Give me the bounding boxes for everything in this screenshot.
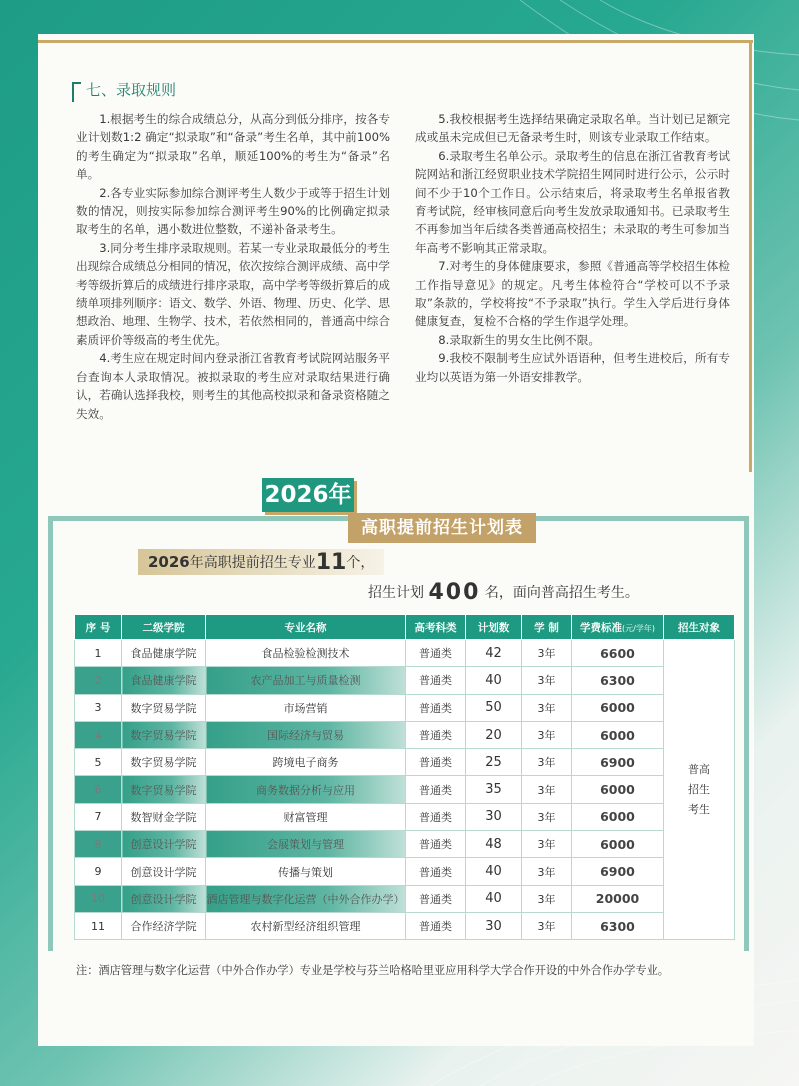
cell-major: 传播与策划: [206, 858, 406, 885]
header-years: 学 制: [522, 615, 572, 640]
table-row: [75, 694, 735, 721]
cell-college: 创意设计学院: [122, 858, 206, 885]
cell-fee: 6900: [572, 749, 664, 776]
cell-count: 20: [466, 721, 522, 748]
cell-subject: 普通类: [406, 640, 466, 667]
cell-subject: 普通类: [406, 858, 466, 885]
cell-no: 1: [75, 640, 122, 667]
cell-college: 合作经济学院: [122, 912, 206, 939]
header-major: 专业名称: [206, 615, 406, 640]
cell-years: 3年: [522, 721, 572, 748]
rules-right-column: [415, 110, 730, 386]
cell-college: 食品健康学院: [122, 667, 206, 694]
cell-years: 3年: [522, 749, 572, 776]
summary-text: 年高职提前招生专业: [189, 555, 316, 571]
cell-no: 6: [75, 776, 122, 803]
target-line: 普高: [688, 762, 710, 776]
year-badge: 2026年: [262, 478, 354, 512]
table-row: [75, 858, 735, 885]
rule-paragraph: 7.对考生的身体健康要求，参照《普通高等学校招生体检工作指导意见》的规定。凡考生体检符合“学校可以不予录取”条款的，学校将按“不予录取”执行。学生入学后进行身体健康复查，复检不合格的学生作退学处理。: [415, 259, 730, 329]
table-header-row: [75, 615, 735, 640]
rule-paragraph: 8.录取新生的男女生比例不限。: [438, 332, 600, 347]
rules-left-column: [76, 110, 390, 423]
cell-major: 商务数据分析与应用: [206, 776, 406, 803]
cell-college: 数字贸易学院: [122, 749, 206, 776]
cell-count: 35: [466, 776, 522, 803]
cell-count: 40: [466, 885, 522, 912]
header-college: 二级学院: [122, 615, 206, 640]
cell-no: 10: [75, 885, 122, 912]
cell-no: 5: [75, 749, 122, 776]
cell-subject: 普通类: [406, 776, 466, 803]
cell-subject: 普通类: [406, 749, 466, 776]
cell-college: 数字贸易学院: [122, 721, 206, 748]
cell-count: 40: [466, 667, 522, 694]
cell-years: 3年: [522, 640, 572, 667]
table-row: [75, 749, 735, 776]
cell-count: 50: [466, 694, 522, 721]
cell-college: 创意设计学院: [122, 831, 206, 858]
rule-paragraph: 2.各专业实际参加综合测评考生人数少于或等于招生计划数的情况，则按实际参加综合测评考生90%的比例确定拟录取考生的名单，遇小数进位整数，不递补备录考生。: [76, 185, 390, 237]
cell-subject: 普通类: [406, 885, 466, 912]
cell-count: 40: [466, 858, 522, 885]
cell-fee: 6000: [572, 803, 664, 830]
table-row: [75, 667, 735, 694]
cell-college: 数字贸易学院: [122, 776, 206, 803]
quota-number: 400: [428, 580, 481, 605]
cell-no: 3: [75, 694, 122, 721]
table-row: [75, 831, 735, 858]
cell-subject: 普通类: [406, 912, 466, 939]
cell-years: 3年: [522, 667, 572, 694]
plan-summary-line2: [368, 580, 639, 606]
cell-years: 3年: [522, 885, 572, 912]
cell-fee: 6300: [572, 667, 664, 694]
cell-years: 3年: [522, 803, 572, 830]
quota-prefix: 招生计划: [368, 585, 424, 601]
cell-count: 48: [466, 831, 522, 858]
cell-count: 25: [466, 749, 522, 776]
header-no: 序 号: [75, 615, 122, 640]
major-count: 11: [315, 550, 347, 575]
cell-major: 农村新型经济组织管理: [206, 912, 406, 939]
cell-years: 3年: [522, 831, 572, 858]
header-fee: [572, 615, 664, 640]
target-line: 考生: [688, 802, 710, 816]
cell-college: 数字贸易学院: [122, 694, 206, 721]
rule-paragraph: 4.考生应在规定时间内登录浙江省教育考试院网站服务平台查询本人录取情况。被拟录取的考生应对录取结果进行确认，若确认选择我校，则考生的其他高校拟录和备录资格随之失效。: [76, 351, 390, 421]
cell-count: 42: [466, 640, 522, 667]
cell-college: 创意设计学院: [122, 885, 206, 912]
cell-fee: 6600: [572, 640, 664, 667]
table-row: [75, 885, 735, 912]
rule-paragraph: 6.录取考生名单公示。录取考生的信息在浙江省教育考试院网站和浙江经贸职业技术学院招生网同时进行公示，公示时间不少于10个工作日。公示结束后，将录取考生名单报省教育考试院，经审核同意后向考生发放录取通知书。已录取考生不再参加当年后续各类普通高校招生；未录取的考生可参加当年高考不影响其正常录取。: [415, 148, 730, 255]
cell-major: 食品检验检测技术: [206, 640, 406, 667]
plan-title: 高职提前招生计划表: [348, 513, 536, 543]
summary-year: 2026: [148, 553, 190, 571]
cell-major: 农产品加工与质量检测: [206, 667, 406, 694]
table-row: [75, 912, 735, 939]
cell-years: 3年: [522, 912, 572, 939]
summary-unit: 个，: [346, 555, 375, 571]
cell-major: 财富管理: [206, 803, 406, 830]
cell-no: 7: [75, 803, 122, 830]
cell-college: 数智财金学院: [122, 803, 206, 830]
cell-college: 食品健康学院: [122, 640, 206, 667]
bracket-icon: [72, 82, 81, 102]
cell-subject: 普通类: [406, 721, 466, 748]
cell-major: 会展策划与管理: [206, 831, 406, 858]
header-fee-unit: (元/学年): [622, 623, 655, 633]
header-subject: 高考科类: [406, 615, 466, 640]
footnote: 注：酒店管理与数字化运营（中外合作办学）专业是学校与芬兰哈格哈里亚应用科学大学合作开设的中外合作办学专业。: [76, 964, 669, 977]
table-row: [75, 803, 735, 830]
cell-fee: 6300: [572, 912, 664, 939]
cell-subject: 普通类: [406, 667, 466, 694]
rule-paragraph: 1.根据考生的综合成绩总分，从高分到低分排序，按各专业计划数1:2 确定“拟录取”和“备录”考生名单，其中前100%的考生确定为“拟录取”名单，顺延100%的考生为“备录”名单。: [76, 112, 390, 182]
cell-fee: 6000: [572, 694, 664, 721]
cell-subject: 普通类: [406, 803, 466, 830]
rule-paragraph: 9.我校不限制考生应试外语语种，但考生进校后，所有专业均以英语为第一外语安排教学。: [415, 351, 730, 384]
section-title-text: 七、录取规则: [86, 80, 177, 99]
cell-fee: 6000: [572, 776, 664, 803]
cell-years: 3年: [522, 776, 572, 803]
cell-no: 11: [75, 912, 122, 939]
header-count: 计划数: [466, 615, 522, 640]
target-line: 招生: [688, 782, 710, 796]
cell-count: 30: [466, 912, 522, 939]
cell-years: 3年: [522, 858, 572, 885]
cell-count: 30: [466, 803, 522, 830]
cell-fee: 6000: [572, 831, 664, 858]
plan-summary-line1: [138, 549, 384, 575]
cell-fee: 20000: [572, 885, 664, 912]
rule-paragraph: 5.我校根据考生选择结果确定录取名单。当计划已足额完成或虽未完成但已无备录考生时，则该专业录取工作结束。: [415, 112, 730, 145]
cell-subject: 普通类: [406, 694, 466, 721]
cell-no: 9: [75, 858, 122, 885]
cell-major: 市场营销: [206, 694, 406, 721]
cell-major: 国际经济与贸易: [206, 721, 406, 748]
quota-suffix: 名，面向普高招生考生。: [484, 585, 639, 601]
table-row: [75, 640, 735, 667]
cell-no: 4: [75, 721, 122, 748]
cell-no: 2: [75, 667, 122, 694]
gold-rule-top: [38, 40, 753, 43]
enrollment-plan-table: [74, 614, 735, 940]
cell-subject: 普通类: [406, 831, 466, 858]
cell-no: 8: [75, 831, 122, 858]
table-row: [75, 776, 735, 803]
cell-major: 跨境电子商务: [206, 749, 406, 776]
cell-target: [664, 640, 735, 940]
rule-paragraph: 3.同分考生排序录取规则。若某一专业录取最低分的考生出现综合成绩总分相同的情况，依次按综合测评成绩、高中学考等级折算后的成绩进行排序录取，高中学考等级折算后的成绩单项排列顺序：语文、数学、外语、物理、历史、化学、思想政治、地理、生物学、技术，若依然相同的，普通高中综合素质评价等级高的考生优先。: [76, 240, 390, 347]
cell-years: 3年: [522, 694, 572, 721]
table-row: [75, 721, 735, 748]
header-target: 招生对象: [664, 615, 735, 640]
gold-rule-right: [749, 40, 752, 472]
cell-fee: 6000: [572, 721, 664, 748]
cell-major: 酒店管理与数字化运营（中外合作办学）: [206, 885, 406, 912]
header-fee-label: 学费标准: [580, 621, 623, 634]
section-title: [72, 76, 176, 102]
cell-fee: 6900: [572, 858, 664, 885]
